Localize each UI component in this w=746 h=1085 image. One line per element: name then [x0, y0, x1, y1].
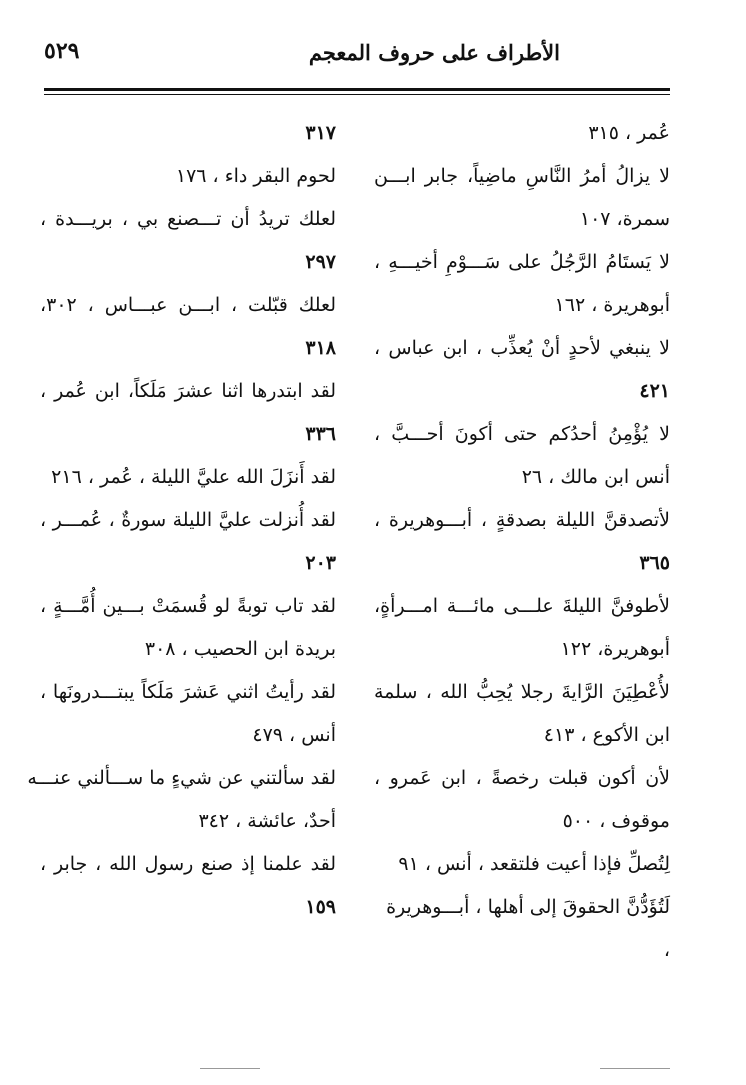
entry-line: أبوهريرة، ١٢٢: [560, 638, 670, 660]
index-entry: [374, 499, 670, 585]
index-entry: [374, 585, 670, 671]
index-entry: [40, 284, 336, 370]
page-number: ٥٢٩: [44, 38, 80, 64]
entry-line: لقد أُنزلت عليَّ الليلة سورةٌ ، عُمـــر ،: [40, 509, 336, 531]
index-entry: [40, 456, 336, 499]
index-entry: [374, 757, 670, 843]
entry-line: ٢٩٧: [305, 251, 336, 273]
index-entry: [374, 671, 670, 757]
index-entry: [40, 843, 336, 929]
entry-line: موقوف ، ٥٠٠: [562, 810, 670, 832]
entry-line: لا يَستَامُ الرَّجُلُ على سَـــوْمِ أخيـــهِ ،: [374, 251, 670, 273]
entry-line: ٢٠٣: [305, 552, 336, 574]
running-title: الأطراف على حروف المعجم: [308, 40, 560, 65]
entry-line: لعلك تريدُ أن تـــصنع بي ، بريـــدة ،: [40, 208, 336, 230]
left-column: [27, 112, 336, 929]
index-entry: [374, 155, 670, 241]
entry-line: لأتصدقنَّ الليلة بصدقةٍ ، أبـــوهريرة ،: [374, 509, 670, 531]
index-entry: [40, 112, 336, 155]
entry-line: لأن أكون قبلت رخصةً ، ابن عَمرو ،: [374, 767, 670, 789]
index-entry: [374, 241, 670, 327]
index-entry: [40, 499, 336, 585]
entry-line: بريدة ابن الحصيب ، ٣٠٨: [144, 638, 336, 660]
index-entry: [374, 112, 670, 155]
entry-line: أحدٌ، عائشة ، ٣٤٢: [198, 810, 336, 832]
entry-line: لأُعْطِيَنَ الرَّايةَ رجلا يُحِبُّ الله ، سلمة: [374, 681, 670, 703]
entry-line: أبوهريرة ، ١٦٢: [554, 294, 670, 316]
index-entry: [374, 843, 670, 886]
footer-mark: [600, 1068, 670, 1069]
entry-line: ابن الأكوع ، ٤١٣: [543, 724, 670, 746]
entry-line: ٤٢١: [639, 380, 670, 402]
entry-line: لقد سألتني عن شيءٍ ما ســـألني عنـــه: [27, 767, 336, 789]
entry-line: لِتُصلِّ فإذا أعيت فلتقعد ، أنس ، ٩١: [398, 853, 670, 875]
entry-line: ٣١٧: [305, 122, 336, 144]
right-column: [374, 112, 670, 972]
footer-mark: [200, 1068, 260, 1069]
index-entry: [374, 886, 670, 972]
index-entry: [40, 198, 336, 284]
index-entry: [40, 155, 336, 198]
entry-line: سمرة، ١٠٧: [579, 208, 670, 230]
entry-line: عُمر ، ٣١٥: [588, 122, 670, 144]
entry-line: لقد ابتدرها اثنا عشرَ مَلَكاً، ابن عُمر ،: [40, 380, 336, 402]
entry-line: لقد رأيتُ اثني عَشرَ مَلَكاً يبتـــدرونَها ،: [40, 681, 336, 703]
entry-line: لقد أَنزَلَ الله عليَّ الليلة ، عُمر ، ٢١٦: [51, 466, 336, 488]
index-entry: [40, 585, 336, 671]
entry-line: ١٥٩: [305, 896, 336, 918]
entry-line: ٣٦٥: [639, 552, 670, 574]
entry-line: لحوم البقر داء ، ١٧٦: [175, 165, 336, 187]
entry-line: لقد علمنا إذ صنع رسول الله ، جابر ،: [40, 853, 336, 875]
entry-line: أنس ، ٤٧٩: [252, 724, 336, 746]
entry-line: لا يُؤْمِنُ أحدُكم حتى أكونَ أحـــبَّ ،: [374, 423, 670, 445]
entry-line: لا ينبغي لأحدٍ أنْ يُعذِّب ، ابن عباس ،: [374, 337, 670, 359]
header-rule-thick: [44, 88, 670, 91]
entry-line: لقد تاب توبةً لو قُسمَتْ بـــين أُمَّـــةٍ ،: [40, 595, 336, 617]
index-entry: [40, 671, 336, 757]
page-header: [44, 40, 670, 80]
index-entry: [40, 370, 336, 456]
index-entry: [27, 757, 336, 843]
entry-line: لعلك قبّلت ، ابـــن عبـــاس ، ٣٠٢،: [40, 294, 336, 316]
index-entry: [374, 327, 670, 413]
entry-line: لا يزالُ أمرُ النَّاسِ ماضِياً، جابر ابـــن: [374, 165, 670, 187]
entry-line: أنس ابن مالك ، ٢٦: [521, 466, 670, 488]
entry-line: ٣٣٦: [305, 423, 336, 445]
index-entry: [374, 413, 670, 499]
header-rule-thin: [44, 94, 670, 95]
entry-line: ٣١٨: [305, 337, 336, 359]
entry-line: لأطوفنَّ الليلةَ علـــى مائـــة امـــرأةٍ،: [374, 595, 670, 617]
entry-line: لَتُؤَدُّنَّ الحقوقَ إلى أهلها ، أبـــوهريرة ،: [386, 896, 670, 961]
